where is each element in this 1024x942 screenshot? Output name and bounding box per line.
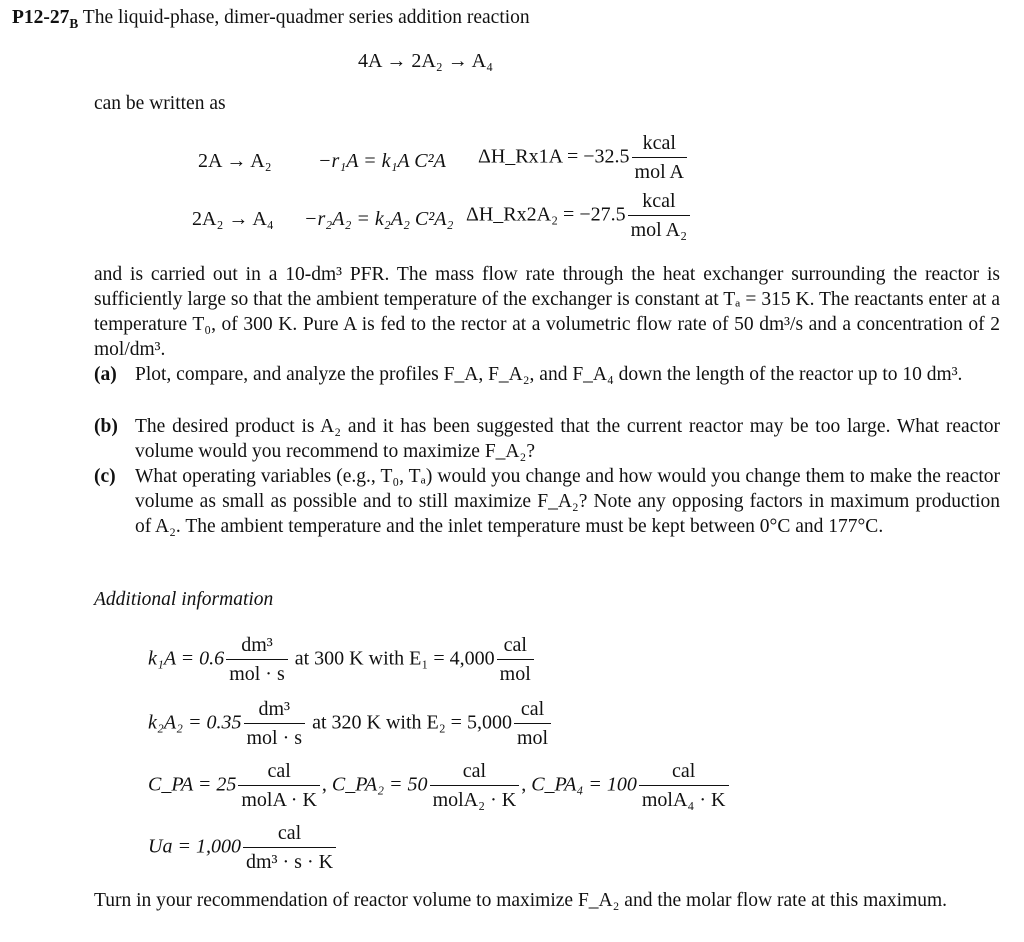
reaction1-equation: 2A → A₂ [198,150,272,172]
overall-reaction: 4A → 2A₂ → A₄ [358,50,494,72]
k1-line: k₁A = 0.6 $\frac{\text{dm³}}{\text{mol · s}}$ at 300 K with E₁ = 4,000 $\frac{\text{cal}}{\text{mol}}$ [148,634,536,686]
ua-line: Ua = 1,000 $\frac{\text{cal}}{\text{dm³ · s · K}}$ [148,822,338,874]
closing-statement: Turn in your recommendation of reactor volume to maximize F_A₂ and the molar flow rate at this maximum. [94,890,948,911]
reaction1-heat [478,132,689,184]
part-a: (a) Plot, compare, and analyze the profiles F_A, F_A₂, and F_A₄ down the length of the reactor up to 10 dm³. [94,364,963,385]
problem-header [12,7,530,31]
part-c: (c) What operating variables (e.g., T₀, Tₐ) would you change and how would you change them to make the reactor volume as small as possible and to still maximize F_A₂? Note any opposing factors in maximum production of A₂. The ambient temperature and the inlet temperature must be kept between 0°C and 177°C. [94,466,1000,537]
reaction2-rate: −r₂A₂ = k₂A₂ C²A₂ [304,208,454,230]
part-b: (b) The desired product is A₂ and it has been suggested that the current reactor may be too large. What reactor volume would you recommend to maximize F_A₂? [94,416,1000,462]
reaction2-heat-value: −27.5 [579,203,626,226]
reaction1-heat-value: −32.5 [583,145,630,168]
reaction2-heat-unit: $\frac{\text{kcal}}{\text{mol A₂}}$ [628,190,690,242]
heat-capacity-line: C_PA = 25 $\frac{\text{cal}}{\text{molA · K}}$ , C_PA₂ = 50 $\frac{\text{cal}}{\text{molA₂ · K}}$ , C_PA₄ = 100 $\frac{\text{cal}}{\text{molA₄ · K}}$ [148,760,731,812]
k2-line: k₂A₂ = 0.35 $\frac{\text{dm³}}{\text{mol · s}}$ at 320 K with E₂ = 5,000 $\frac{\text{cal}}{\text{mol}}$ [148,698,553,750]
additional-info-title: Additional information [94,589,274,610]
problem-description: and is carried out in a 10-dm³ PFR. The mass flow rate through the heat exchanger surrounding the reactor is sufficiently large so that the ambient temperature of the exchanger is constant at Tₐ = 315 K. The reactants enter at a temperature T₀, of 300 K. Pure A is fed to the rector at a volumetric flow rate of 50 dm³/s and a concentration of 2 mol/dm³. [94,264,1000,360]
reaction2-equation: 2A₂ → A₄ [192,208,274,230]
reaction1-heat-label: ΔH_Rx1A = [478,145,579,168]
written-as-text: can be written as [94,93,226,114]
problem-number: $P12-27_B$ [12,7,79,31]
reaction2-heat-label: ΔH_Rx2A₂ = [466,203,575,226]
reaction1-rate: −r₁A = k₁A C²A [318,150,446,172]
problem-intro: The liquid-phase, dimer-quadmer series addition reaction [82,7,530,28]
reaction1-heat-unit: $\frac{\text{kcal}}{\text{mol A}}$ [632,132,687,184]
reaction2-heat [466,190,692,242]
